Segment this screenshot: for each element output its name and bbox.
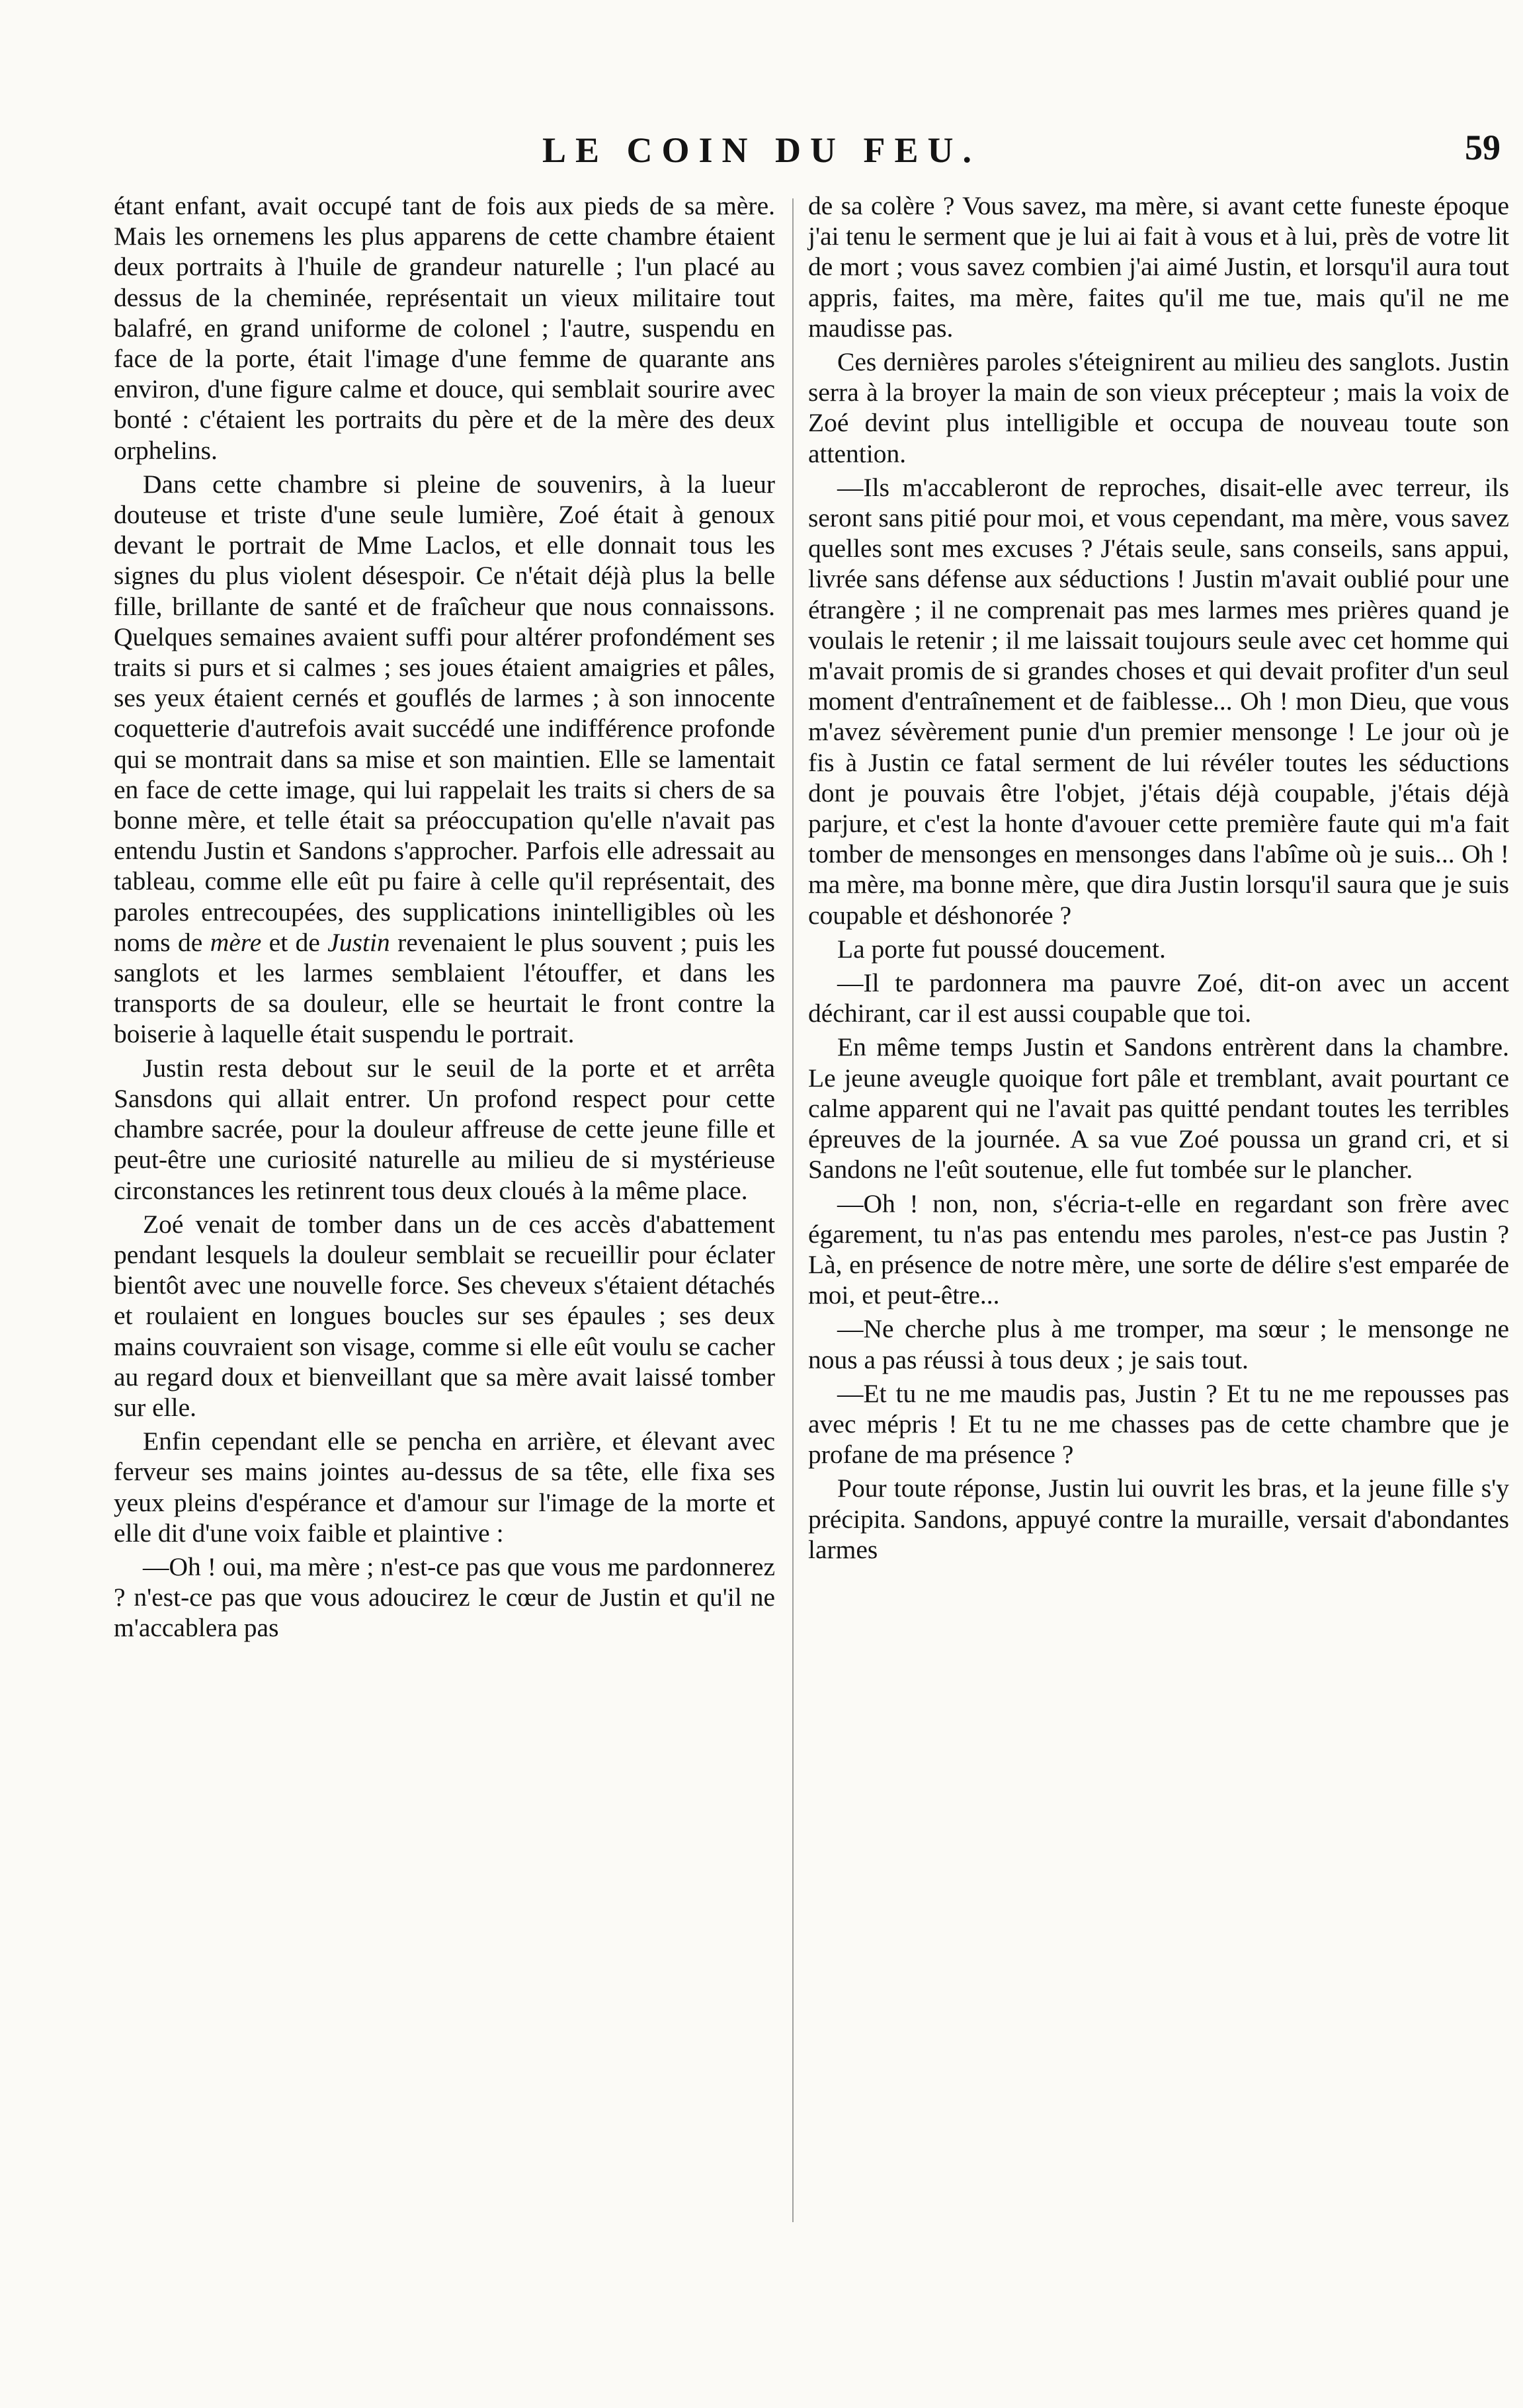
right-column (808, 190, 1509, 1568)
paragraph: Pour toute réponse, Justin lui ouvrit les bras, et la jeune fille s'y précipita. Sandons, appuyé contre la muraille, versait d'abondantes larmes (808, 1474, 1509, 1564)
paragraph-text: revenaient le plus souvent ; puis les sanglots et les larmes semblaient l'étouffer, et dans les transports de sa douleur, elle se heurtait le front contre la boiserie à laquelle était suspendu le portrait. (114, 927, 776, 1049)
paragraph: Justin resta debout sur le seuil de la porte et et arrêta Sansdons qui allait entrer. Un profond respect pour cette chambre sacrée, pour la douleur affreuse de cette jeune fille et peut-être une curiosité naturelle au milieu de si mystérieuse circonstances les retinrent tous deux cloués à la même place. (114, 1053, 775, 1205)
running-title: LE COIN DU FEU. (542, 130, 981, 170)
paragraph: La porte fut poussé doucement. (837, 934, 1166, 964)
paragraph: Zoé venait de tomber dans un de ces accès d'abattement pendant lesquels la douleur semblait se recueillir pour éclater bientôt avec une nouvelle force. Ses cheveux s'étaient détachés et roulaient en longues boucles sur ses épaules ; ses deux mains couvraient son visage, comme si elle eût voulu se cacher au regard doux et bienveillant que sa mère avait laissé tomber sur elle. (114, 1209, 775, 1422)
paragraph-text: et de (268, 927, 320, 957)
paragraph: Ces dernières paroles s'éteignirent au milieu des sanglots. Justin serra à la broyer la main de son vieux précepteur ; mais la voix de Zoé devint plus intelligible et occupa de nouveau toute son attention. (808, 347, 1509, 468)
paragraph: —Oh ! non, non, s'écria-t-elle en regardant son frère avec égarement, tu n'as pas entendu mes paroles, n'est-ce pas Justin ? Là, en présence de notre mère, une sorte de délire s'est emparée de moi, et peut-être... (808, 1188, 1509, 1310)
paragraph: —Oh ! oui, ma mère ; n'est-ce pas que vous me pardonnerez ? n'est-ce pas que vous adoucirez le cœur de Justin et qu'il ne m'accablera pas (114, 1552, 775, 1643)
paragraph: étant enfant, avait occupé tant de fois aux pieds de sa mère. Mais les ornemens les plus apparens de cette chambre étaient deux portraits à l'huile de grandeur naturelle ; l'un placé au dessus de la cheminée, représentait un vieux militaire tout balafré, en grand uniforme de colonel ; l'autre, suspendu en face de la porte, était l'image d'une femme de quarante ans environ, d'une figure calme et douce, qui semblait sourire avec bonté : c'étaient les portraits du père et de la mère des deux orphelins. (114, 191, 775, 465)
left-column (114, 190, 775, 1647)
paragraph: Enfin cependant elle se pencha en arrière, et élevant avec ferveur ses mains jointes au-dessus de sa tête, elle fixa ses yeux pleins d'espérance et d'amour sur l'image de la morte et elle dit d'une voix faible et plaintive : (114, 1427, 775, 1548)
paragraph-text: Dans cette chambre si pleine de souvenirs, à la lueur douteuse et triste d'une seule lumière, Zoé était à genoux devant le portrait de Mme Laclos, et elle donnait tous les signes du plus violent désespoir. Ce n'était déjà plus la belle fille, brillante de santé et de fraîcheur que nous connaissons. Quelques semaines avaient suffi pour altérer profondément ses traits si purs et si calmes ; ses joues étaient amaigries et pâles, ses yeux étaient cernés et gouflés de larmes ; à son innocente coquetterie d'autrefois avait succédé une indifférence profonde qui se montrait dans sa mise et son maintien. Elle se lamentait en face de cette image, qui lui rappelait les traits si chers de sa bonne mère, et telle était sa préoccupation qu'elle n'avait pas entendu Justin et Sandons s'approcher. Parfois elle adressait au tableau, comme elle eût pu faire à celle qu'il représentait, des paroles entrecoupées, des supplications inintelligibles où les noms de (114, 469, 775, 957)
column-divider (792, 198, 794, 2222)
paragraph (114, 469, 775, 1050)
page-number: 59 (1465, 128, 1501, 167)
paragraph: —Et tu ne me maudis pas, Justin ? Et tu ne me repousses pas avec mépris ! Et tu ne me chasses pas de cette chambre que je profane de ma présence ? (808, 1378, 1509, 1470)
italic-word: mère (210, 927, 262, 957)
italic-word: Justin (327, 927, 390, 957)
paragraph: —Ne cherche plus à me tromper, ma sœur ; le mensonge ne nous a pas réussi à tous deux ; je sais tout. (808, 1314, 1509, 1374)
paragraph: —Il te pardonnera ma pauvre Zoé, dit-on avec un accent déchirant, car il est aussi coupable que toi. (808, 968, 1509, 1028)
running-header (0, 130, 1523, 176)
paragraph: de sa colère ? Vous savez, ma mère, si avant cette funeste époque j'ai tenu le serment que je lui ai fait à vous et à lui, près de votre lit de mort ; vous savez combien j'ai aimé Justin, et lorsqu'il aura tout appris, faites, ma mère, faites qu'il me tue, mais qu'il ne me maudisse pas. (808, 191, 1509, 343)
paragraph: —Ils m'accableront de reproches, disait-elle avec terreur, ils seront sans pitié pour moi, et vous cependant, ma mère, vous savez quelles sont mes excuses ? J'étais seule, sans conseils, sans appui, livrée sans défense aux séductions ! Justin m'avait oublié pour une étrangère ; il ne comprenait pas mes larmes mes prières quand je voulais le retenir ; il me laissait toujours seule avec cet homme qui m'avait promis de si grandes choses et qui devait profiter d'un seul moment d'entraînement et de faiblesse... Oh ! mon Dieu, que vous m'avez sévèrement punie d'un premier mensonge ! Le jour où je fis à Justin ce fatal serment de lui révéler toutes les séductions dont je pouvais être l'objet, j'étais déjà coupable, j'étais déjà parjure, et c'est la honte d'avouer cette première faute qui m'a fait tomber de mensonges en mensonges dans l'abîme où je suis... Oh ! ma mère, ma bonne mère, que dira Justin lorsqu'il saura que je suis coupable et déshonorée ? (808, 472, 1509, 930)
paragraph: En même temps Justin et Sandons entrèrent dans la chambre. Le jeune aveugle quoique fort pâle et tremblant, avait pourtant ce calme apparent qui ne l'avait pas quitté pendant toutes les terribles épreuves de la journée. A sa vue Zoé poussa un grand cri, et si Sandons ne l'eût soutenue, elle fut tombée sur le plancher. (808, 1032, 1509, 1184)
